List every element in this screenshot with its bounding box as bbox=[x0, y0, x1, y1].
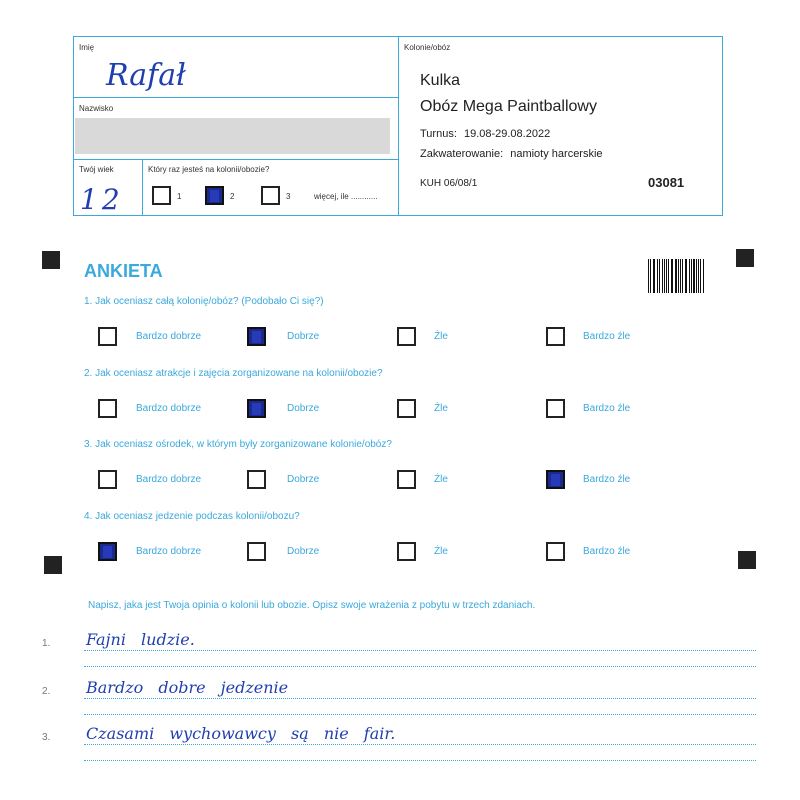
question-1-option-2-label: Dobrze bbox=[287, 331, 320, 342]
question-2-text: 2. Jak oceniasz atrakcje i zajęcia zorganizowane na kolonii/obozie? bbox=[84, 368, 383, 379]
question-4-option-1-label: Bardzo dobrze bbox=[136, 546, 202, 557]
registration-marker-bottom-left bbox=[44, 556, 62, 574]
question-1-option-4-label: Bardzo źle bbox=[583, 331, 631, 342]
barcode-bar bbox=[685, 259, 686, 293]
opinion-line-3-text[interactable]: Czasami wychowawcy są nie fair. bbox=[86, 724, 396, 743]
question-2-checkbox-3[interactable] bbox=[397, 399, 416, 418]
opinion-line-2-number: 2. bbox=[42, 686, 51, 697]
barcode-bar bbox=[689, 259, 690, 293]
barcode-bar bbox=[648, 259, 649, 293]
turnus-value: 19.08-29.08.2022 bbox=[463, 128, 551, 140]
barcode-bar bbox=[668, 259, 669, 293]
header-divider-name bbox=[73, 97, 399, 98]
question-2-option-1-label: Bardzo dobrze bbox=[136, 403, 202, 414]
opinion-line-3-dots-extra bbox=[84, 760, 756, 761]
barcode-bar bbox=[659, 259, 661, 293]
question-3-option-3-label: Źle bbox=[434, 474, 448, 485]
question-2-checkbox-4[interactable] bbox=[546, 399, 565, 418]
question-1-option-1-label: Bardzo dobrze bbox=[136, 331, 202, 342]
barcode-bar bbox=[666, 259, 667, 293]
turnus-label: Turnus: bbox=[420, 128, 457, 140]
barcode-bar bbox=[703, 259, 704, 293]
barcode-bar bbox=[671, 259, 672, 293]
times-checkbox-1[interactable] bbox=[152, 186, 171, 205]
opinion-line-2-dots-extra bbox=[84, 714, 756, 715]
barcode-bar bbox=[691, 259, 692, 293]
question-4-option-2-label: Dobrze bbox=[287, 546, 320, 557]
barcode-bar bbox=[664, 259, 665, 293]
question-1-checkbox-1[interactable] bbox=[98, 327, 117, 346]
question-4-checkbox-1[interactable] bbox=[98, 542, 117, 561]
header-divider-age bbox=[142, 159, 143, 216]
question-1-option-3-label: Źle bbox=[434, 331, 448, 342]
question-3-checkbox-4[interactable] bbox=[546, 470, 565, 489]
header-divider-vertical bbox=[398, 36, 399, 216]
age-value[interactable]: 12 bbox=[80, 183, 124, 216]
question-4-option-4-label: Bardzo źle bbox=[583, 546, 631, 557]
barcode-bar bbox=[700, 259, 701, 293]
barcode-bar bbox=[662, 259, 663, 293]
camp-name: Kulka bbox=[420, 72, 461, 89]
times-option-1-label: 1 bbox=[177, 192, 182, 201]
opinion-line-3-number: 3. bbox=[42, 732, 51, 743]
barcode-bar bbox=[678, 259, 679, 293]
question-3-text: 3. Jak oceniasz ośrodek, w którym były zorganizowane kolonie/obóz? bbox=[84, 439, 392, 450]
opinion-line-1-text[interactable]: Fajni ludzie. bbox=[86, 630, 195, 649]
question-4-checkbox-4[interactable] bbox=[546, 542, 565, 561]
surname-label: Nazwisko bbox=[79, 104, 114, 113]
question-3-option-2-label: Dobrze bbox=[287, 474, 320, 485]
barcode-bar bbox=[682, 259, 683, 293]
times-more-label: więcej, ile ............ bbox=[314, 192, 378, 201]
camp-label: Kolonie/obóz bbox=[404, 43, 451, 52]
barcode-bar bbox=[672, 259, 673, 293]
barcode-bar bbox=[693, 259, 695, 293]
accommodation-value: namioty harcerskie bbox=[510, 148, 603, 160]
question-2-option-3-label: Źle bbox=[434, 403, 448, 414]
barcode-bar bbox=[654, 259, 655, 293]
barcode bbox=[648, 259, 704, 293]
turnus bbox=[420, 128, 550, 140]
opinion-line-1-dots bbox=[84, 650, 756, 651]
opinion-line-2-text[interactable]: Bardzo dobre jedzenie bbox=[86, 678, 289, 697]
question-1-checkbox-3[interactable] bbox=[397, 327, 416, 346]
question-3-checkbox-3[interactable] bbox=[397, 470, 416, 489]
question-2-checkbox-2[interactable] bbox=[247, 399, 266, 418]
times-label: Który raz jesteś na kolonii/obozie? bbox=[148, 165, 270, 174]
question-2-option-4-label: Bardzo źle bbox=[583, 403, 631, 414]
age-label: Twój wiek bbox=[79, 165, 114, 174]
times-checkbox-2[interactable] bbox=[205, 186, 224, 205]
barcode-bar bbox=[696, 259, 697, 293]
question-3-checkbox-1[interactable] bbox=[98, 470, 117, 489]
opinion-line-3-dots bbox=[84, 744, 756, 745]
times-option-2-label: 2 bbox=[230, 192, 235, 201]
opinion-line-2-dots bbox=[84, 698, 756, 699]
barcode-bar bbox=[657, 259, 658, 293]
camp-title: Obóz Mega Paintballowy bbox=[420, 98, 597, 115]
header-divider-surname bbox=[73, 159, 399, 160]
registration-marker-bottom-right bbox=[738, 551, 756, 569]
opinion-prompt: Napisz, jaka jest Twoja opinia o kolonii lub obozie. Opisz swoje wrażenia z pobytu w trzech zdaniach. bbox=[88, 600, 536, 611]
times-checkbox-3[interactable] bbox=[261, 186, 280, 205]
camp-code: KUH 06/08/1 bbox=[420, 178, 478, 189]
question-4-option-3-label: Źle bbox=[434, 546, 448, 557]
barcode-bar bbox=[680, 259, 681, 293]
question-4-checkbox-3[interactable] bbox=[397, 542, 416, 561]
accommodation bbox=[420, 148, 603, 160]
times-option-3-label: 3 bbox=[286, 192, 291, 201]
accommodation-label: Zakwaterowanie: bbox=[420, 148, 504, 160]
survey-title: ANKIETA bbox=[84, 261, 163, 281]
question-1-checkbox-2[interactable] bbox=[247, 327, 266, 346]
barcode-bar bbox=[650, 259, 651, 293]
registration-marker-top-left bbox=[42, 251, 60, 269]
opinion-line-1-dots-extra bbox=[84, 666, 756, 667]
name-value[interactable]: Rafał bbox=[106, 58, 186, 93]
registration-marker-top-right bbox=[736, 249, 754, 267]
question-3-checkbox-2[interactable] bbox=[247, 470, 266, 489]
question-3-option-4-label: Bardzo źle bbox=[583, 474, 631, 485]
question-2-option-2-label: Dobrze bbox=[287, 403, 320, 414]
barcode-bar bbox=[686, 259, 687, 293]
barcode-bar bbox=[698, 259, 699, 293]
question-1-text: 1. Jak oceniasz całą kolonię/obóz? (Podobało Ci się?) bbox=[84, 296, 324, 307]
surname-redaction bbox=[75, 118, 390, 154]
question-4-checkbox-2[interactable] bbox=[247, 542, 266, 561]
question-2-checkbox-1[interactable] bbox=[98, 399, 117, 418]
form-number: 03081 bbox=[648, 175, 685, 190]
barcode-bar bbox=[653, 259, 654, 293]
question-1-checkbox-4[interactable] bbox=[546, 327, 565, 346]
question-3-option-1-label: Bardzo dobrze bbox=[136, 474, 202, 485]
question-4-text: 4. Jak oceniasz jedzenie podczas kolonii/obozu? bbox=[84, 511, 300, 522]
name-label: Imię bbox=[79, 43, 95, 52]
opinion-line-1-number: 1. bbox=[42, 638, 51, 649]
barcode-bar bbox=[675, 259, 677, 293]
